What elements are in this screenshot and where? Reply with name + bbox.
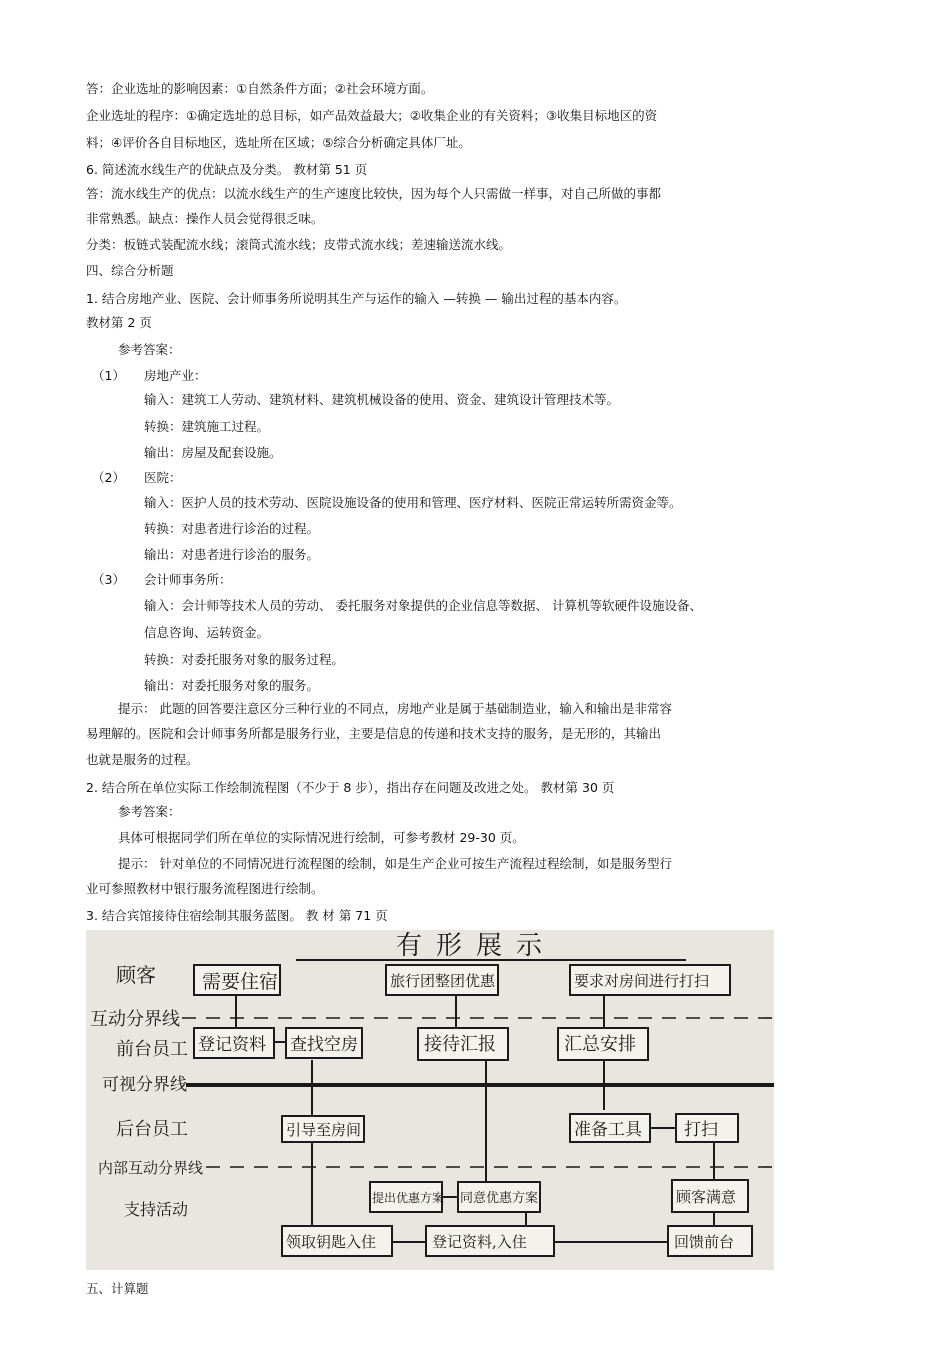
service-blueprint-diagram <box>86 930 774 1270</box>
text-line: 转换：对患者进行诊治的过程。 <box>144 521 320 536</box>
lane-visibility-line: 可视分界线 <box>102 1075 187 1095</box>
text-line: 易理解的。医院和会计师事务所都是服务行业，主要是信息的传递和技术支持的服务，是无形的，其输出 <box>86 726 662 741</box>
text-line: 输入：建筑工人劳动、建筑材料、建筑机械设备的使用、资金、建筑设计管理技术等。 <box>144 392 620 407</box>
text-line: 也就是服务的过程。 <box>86 752 199 767</box>
item-number: （1） <box>92 368 125 383</box>
text-line: 业可参照教材中银行服务流程图进行绘制。 <box>86 881 324 896</box>
box-reception-report: 接待汇报 <box>424 1034 496 1055</box>
item-title: 医院： <box>144 470 182 485</box>
box-propose-discount: 提出优惠方案 <box>372 1191 445 1205</box>
item-number: （2） <box>92 470 125 485</box>
text-line: 教材第 2 页 <box>86 315 152 330</box>
item-title: 房地产业： <box>144 368 207 383</box>
lane-support: 支持活动 <box>124 1200 189 1219</box>
text-line: 转换：对委托服务对象的服务过程。 <box>144 652 345 667</box>
box-request-cleaning: 要求对房间进行打扫 <box>574 972 710 990</box>
box-agree-discount: 同意优惠方案 <box>460 1191 539 1206</box>
box-register-checkin: 登记资料,入住 <box>432 1233 527 1251</box>
text-line: 企业选址的程序：①确定选址的总目标，如产品效益最大；②收集企业的有关资料；③收集目标地区的资 <box>86 108 658 123</box>
item-number: （3） <box>92 572 125 587</box>
box-feedback-front-desk: 回馈前台 <box>674 1233 735 1251</box>
lane-interaction-line: 互动分界线 <box>90 1009 180 1030</box>
text-line: 转换：建筑施工过程。 <box>144 419 270 434</box>
item-title: 会计师事务所： <box>144 572 232 587</box>
box-prepare-tools: 准备工具 <box>574 1120 642 1140</box>
box-summary-arrangement: 汇总安排 <box>564 1034 636 1055</box>
text-line: 分类：板链式装配流水线；滚筒式流水线；皮带式流水线；差速输送流水线。 <box>86 237 512 252</box>
section-heading: 四、综合分析题 <box>86 263 174 278</box>
answer-label: 参考答案： <box>118 342 181 357</box>
box-register-info: 登记资料 <box>198 1035 266 1055</box>
box-get-key-checkin: 领取钥匙入住 <box>286 1233 377 1251</box>
text-line: 非常熟悉。缺点：操作人员会觉得很乏味。 <box>86 211 324 226</box>
box-cleaning: 打扫 <box>684 1120 718 1140</box>
answer-label: 参考答案： <box>118 804 181 819</box>
text-line: 答：企业选址的影响因素：①自然条件方面；②社会环境方面。 <box>86 81 434 96</box>
blueprint-title: 有形展示 <box>396 931 557 961</box>
box-find-room: 查找空房 <box>290 1035 358 1055</box>
question-heading: 1. 结合房地产业、医院、会计师事务所说明其生产与运作的输入 —转换 — 输出过程的基本内容。 <box>86 291 627 306</box>
box-group-discount: 旅行团整团优惠 <box>390 972 496 990</box>
text-line: 输入：医护人员的技术劳动、医院设施设备的使用和管理、医疗材料、医院正常运转所需资金等。 <box>144 495 682 510</box>
text-line: 输出：对患者进行诊治的服务。 <box>144 547 320 562</box>
lane-back-staff: 后台员工 <box>116 1119 188 1140</box>
box-customer-satisfied: 顾客满意 <box>676 1188 737 1206</box>
text-line: 输出：对委托服务对象的服务。 <box>144 678 320 693</box>
lane-internal-line: 内部互动分界线 <box>98 1159 204 1177</box>
text-line: 输出：房屋及配套设施。 <box>144 445 282 460</box>
text-line: 信息咨询、运转资金。 <box>144 625 270 640</box>
section-heading: 五、计算题 <box>86 1281 149 1296</box>
box-need-lodging: 需要住宿 <box>202 971 279 993</box>
text-line: 料；④评价各自目标地区，选址所在区域；⑤综合分析确定具体厂址。 <box>86 135 471 150</box>
question-heading: 6. 简述流水线生产的优缺点及分类。 教材第 51 页 <box>86 162 368 177</box>
hint-text: 提示： 针对单位的不同情况进行流程图的绘制，如是生产企业可按生产流程过程绘制，如是服务型行 <box>118 856 672 871</box>
lane-front-staff: 前台员工 <box>116 1039 188 1060</box>
text-line: 答：流水线生产的优点：以流水线生产的生产速度比较快，因为每个人只需做一样事，对自己所做的事都 <box>86 186 662 201</box>
question-heading: 2. 结合所在单位实际工作绘制流程图（不少于 8 步），指出存在问题及改进之处。 教材第 30 页 <box>86 780 615 795</box>
lane-customer: 顾客 <box>116 963 156 987</box>
text-line: 具体可根据同学们所在单位的实际情况进行绘制，可参考教材 29-30 页。 <box>118 830 525 845</box>
hint-text: 提示： 此题的回答要注意区分三种行业的不同点，房地产业是属于基础制造业，输入和输出是非常容 <box>118 701 672 716</box>
question-heading: 3. 结合宾馆接待住宿绘制其服务蓝图。 教 材 第 71 页 <box>86 908 388 923</box>
box-guide-to-room: 引导至房间 <box>286 1121 362 1139</box>
text-line: 输入：会计师等技术人员的劳动、 委托服务对象提供的企业信息等数据、 计算机等软硬件设施设备、 <box>144 598 702 613</box>
